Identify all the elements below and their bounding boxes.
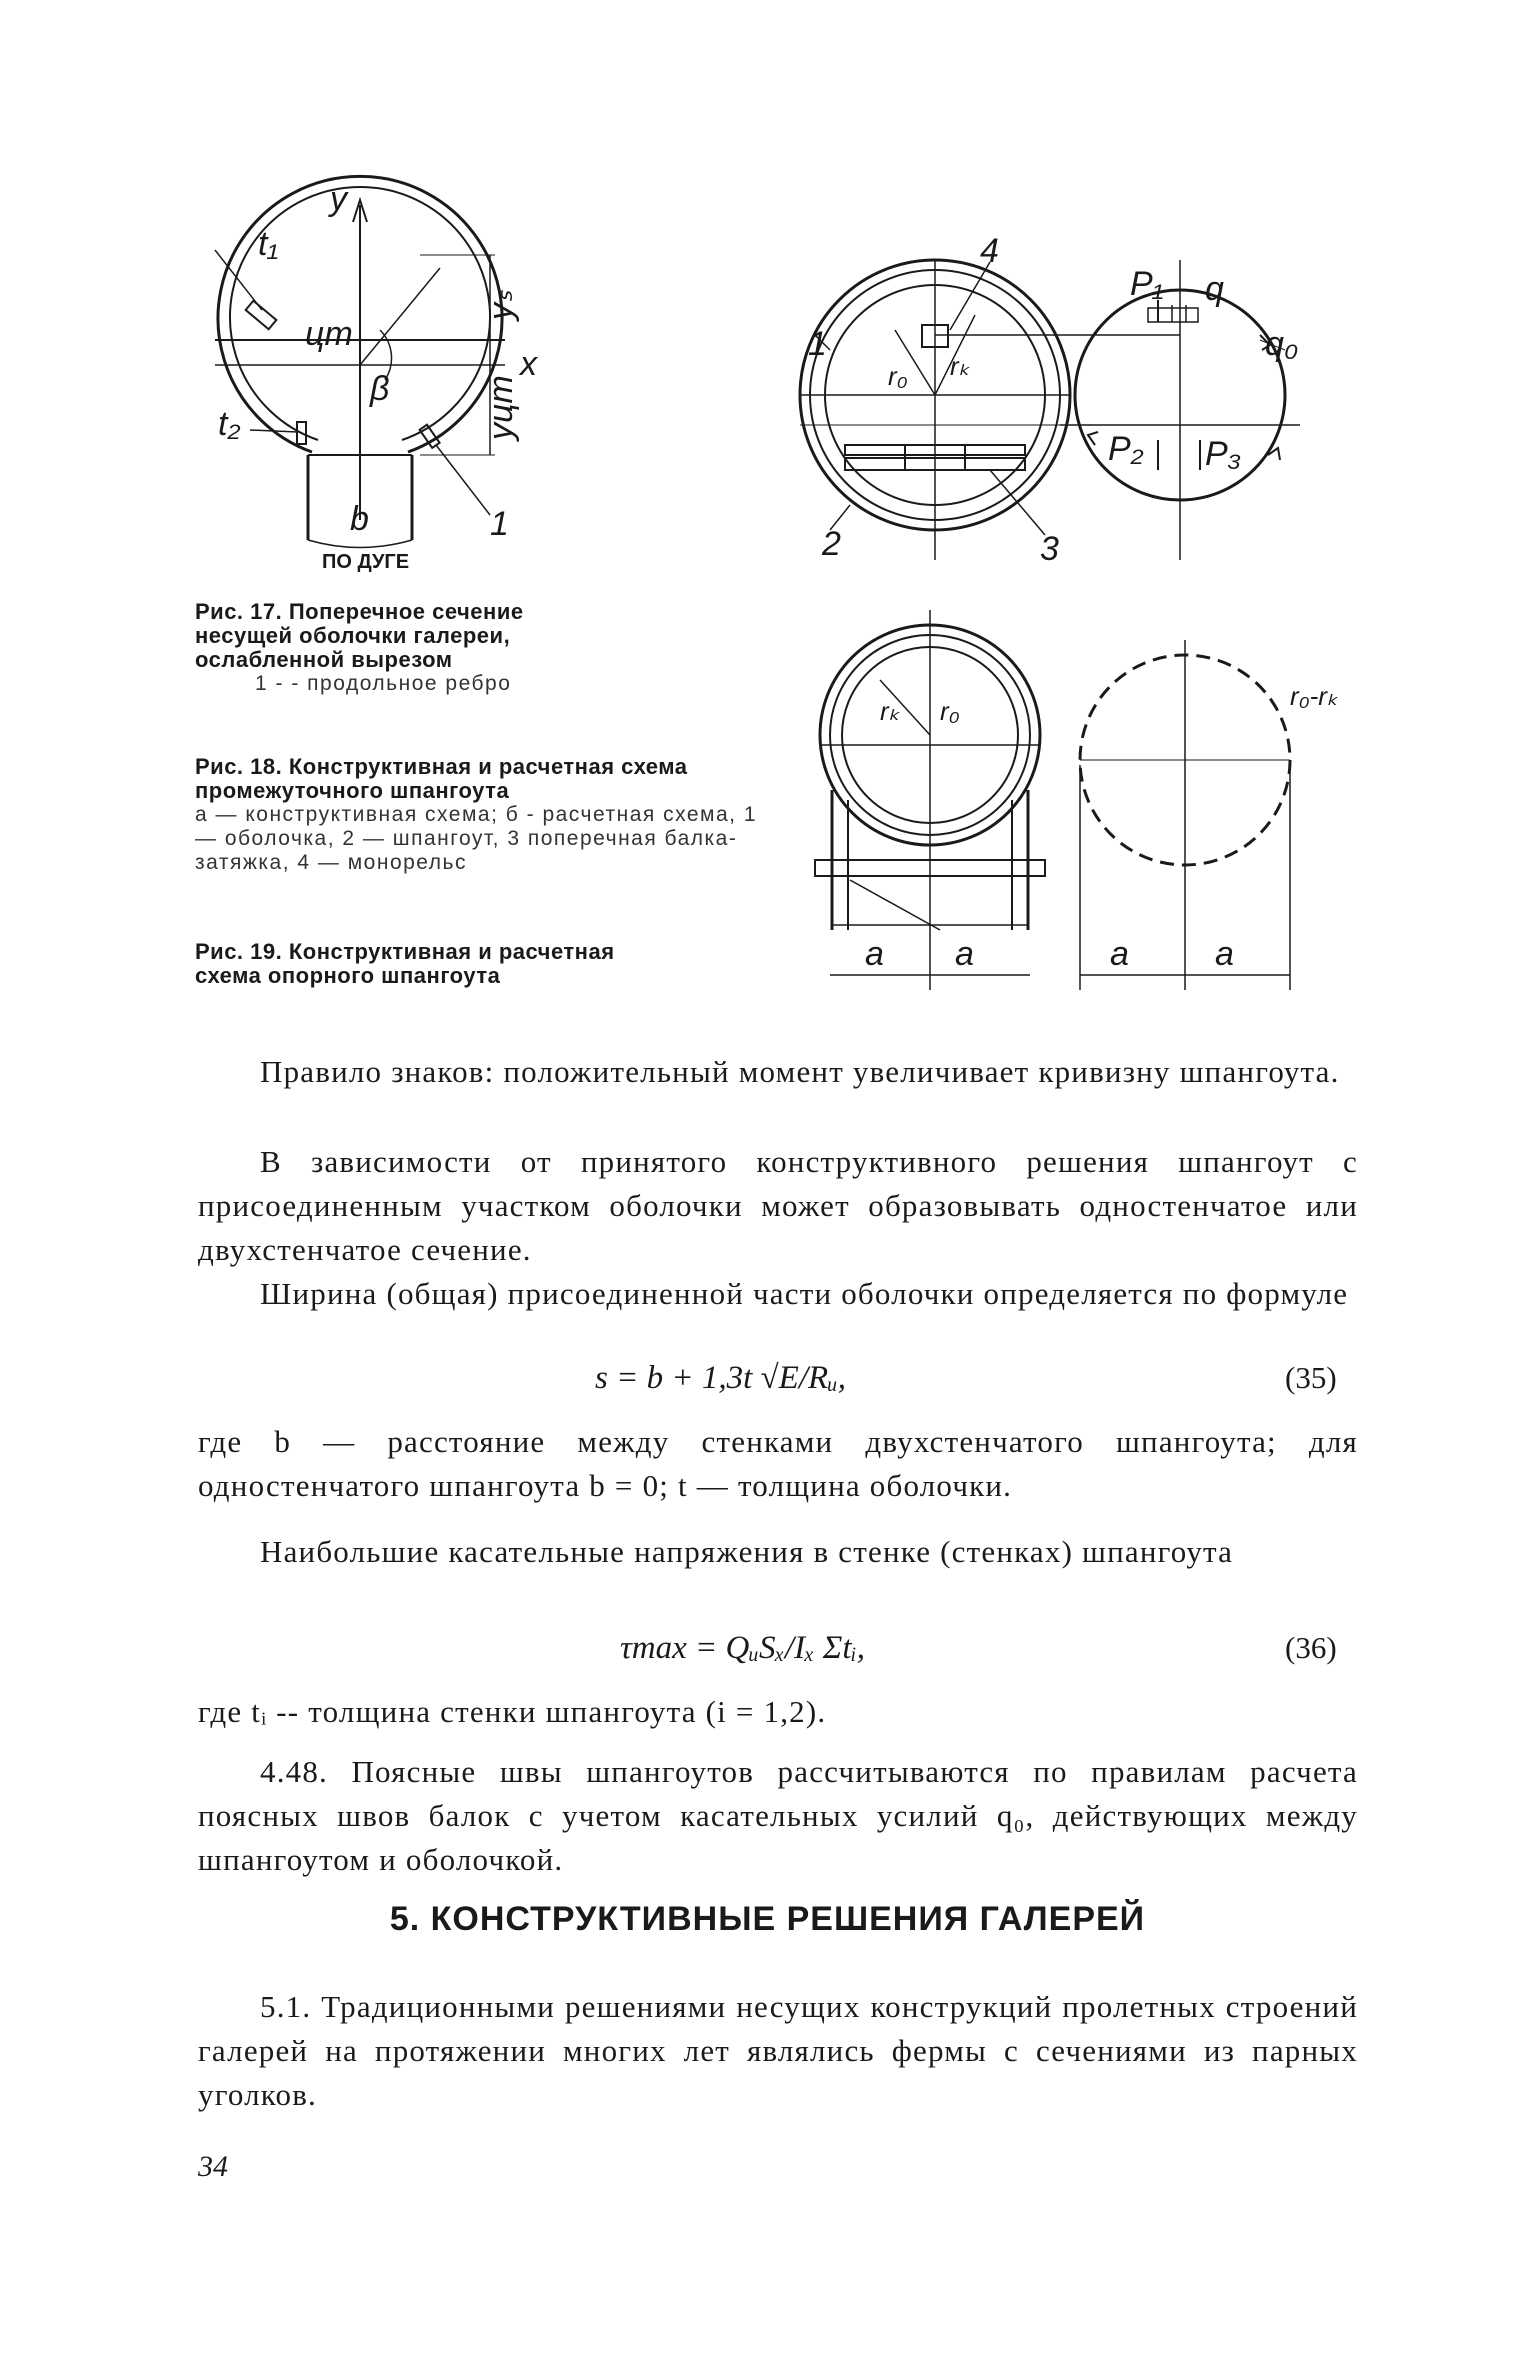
paragraph-sign-rule-text: Правило знаков: положительный момент увеличивает кривизну шпангоута. <box>260 1054 1340 1089</box>
paragraph-sign-rule <box>198 1050 1358 1094</box>
fig18-label-p3: P₃ <box>1205 435 1242 473</box>
fig19-label-rork: r₀-rₖ <box>1290 681 1339 711</box>
paragraph-where-b-text: где b — расстояние между стенками двухстенчатого шпангоута; для одностенчатого шпангоута b = 0; t — толщина оболочки. <box>198 1424 1358 1503</box>
fig18-label-q0: q₀ <box>1265 325 1299 363</box>
fig19-label-rk: rₖ <box>880 696 900 726</box>
fig18-label-2: 2 <box>822 525 841 563</box>
fig17-label-ycm: yцт <box>482 375 520 440</box>
paragraph-where-b <box>198 1420 1358 1508</box>
fig18-label-p2: P₂ <box>1108 430 1144 468</box>
fig18-caption-title: Рис. 18. Конструктивная и расчетная схема промежуточного шпангоута <box>195 754 688 803</box>
fig17-caption <box>195 600 615 696</box>
fig17-caption-title: Рис. 17. Поперечное сечение несущей оболочки галереи, ослабленной вырезом <box>195 599 524 672</box>
fig17-label-1: 1 <box>490 505 509 543</box>
fig19-label-a-4: a <box>1215 935 1234 973</box>
fig19-caption-title: Рис. 19. Конструктивная и расчетная схема опорного шпангоута <box>195 939 615 988</box>
fig17-label-beta: β <box>370 370 390 408</box>
paragraph-shear-intro <box>198 1530 1358 1574</box>
fig17-label-arc: ПО ДУГЕ <box>322 551 410 573</box>
fig17-label-t2: t₂ <box>218 405 241 443</box>
fig19-label-a-1: a <box>865 935 884 973</box>
page-number: 34 <box>198 2150 228 2183</box>
fig18-label-ro: r₀ <box>888 361 908 391</box>
paragraph-where-t-text: где tᵢ -- толщина стенки шпангоута (i = 1,2). <box>198 1694 827 1729</box>
paragraph-4-48-text: 4.48. Поясные швы шпангоутов рассчитываются по правилам расчета поясных швов балок с учетом касательных усилий q₀, действующих между шпангоутом и оболочкой. <box>198 1754 1358 1877</box>
fig19-label-ro: r₀ <box>940 696 960 726</box>
fig19-label-a-2: a <box>955 935 974 973</box>
paragraph-shear-intro-text: Наибольшие касательные напряжения в стенке (стенках) шпангоута <box>260 1534 1234 1569</box>
paragraph-5-1 <box>198 1985 1358 2117</box>
fig18-caption <box>195 755 775 875</box>
figures-area <box>0 0 1535 1030</box>
fig18-label-3: 3 <box>1040 530 1059 568</box>
fig18-label-1: 1 <box>808 325 827 363</box>
fig17-label-y: y <box>330 180 347 218</box>
paragraph-section-type-text: В зависимости от принятого конструктивного решения шпангоут с присоединенным участком оболочки может образовывать одностенчатое или двухстенчатое сечение. <box>198 1144 1358 1267</box>
fig19-design-diagram <box>1080 640 1339 990</box>
fig17-label-x: x <box>520 345 537 383</box>
section-heading: 5. КОНСТРУКТИВНЫЕ РЕШЕНИЯ ГАЛЕРЕЙ <box>389 1900 1146 1938</box>
equation-35: s = b + 1,3t √E/Rᵤ, <box>595 1360 847 1396</box>
fig18-label-rk: rₖ <box>950 351 970 381</box>
fig17-label-b: b <box>350 500 369 538</box>
equation-36: τmax = QᵤSₓ/Iₓ Σtᵢ, <box>620 1630 865 1666</box>
paragraph-width-intro <box>198 1272 1358 1316</box>
fig17-label-cm: цт <box>305 315 353 353</box>
paragraph-where-t <box>198 1690 1358 1734</box>
fig19-caption <box>195 940 625 988</box>
fig17-caption-legend: 1 - - продольное ребро <box>255 672 512 695</box>
fig18-label-4: 4 <box>980 232 999 270</box>
fig17-diagram <box>215 176 538 573</box>
fig18-caption-legend: а — конструктивная схема; б - расчетная схема, 1 — оболочка, 2 — шпангоут, 3 поперечная балка-затяжка, 4 — монорельс <box>195 803 757 874</box>
paragraph-5-1-text: 5.1. Традиционными решениями несущих конструкций пролетных строений галерей на протяжении многих лет являлись фермы с сечениями из парных уголков. <box>198 1989 1358 2112</box>
paragraph-width-intro-text: Ширина (общая) присоединенной части оболочки определяется по формуле <box>260 1276 1349 1311</box>
paragraph-4-48 <box>198 1750 1358 1882</box>
fig19-constructive-diagram <box>815 610 1045 990</box>
paragraph-section-type <box>198 1140 1358 1272</box>
fig17-label-ys: yₛ <box>482 290 520 320</box>
fig18-label-q: q <box>1205 270 1224 308</box>
fig17-label-t1: t₁ <box>258 225 279 263</box>
fig18-constructive-diagram <box>800 232 1070 568</box>
fig18-design-diagram <box>935 260 1300 560</box>
equation-35-number: (35) <box>1285 1360 1337 1395</box>
fig19-label-a-3: a <box>1110 935 1129 973</box>
fig18-label-p1: P₁ <box>1130 265 1164 303</box>
equation-36-number: (36) <box>1285 1630 1337 1665</box>
